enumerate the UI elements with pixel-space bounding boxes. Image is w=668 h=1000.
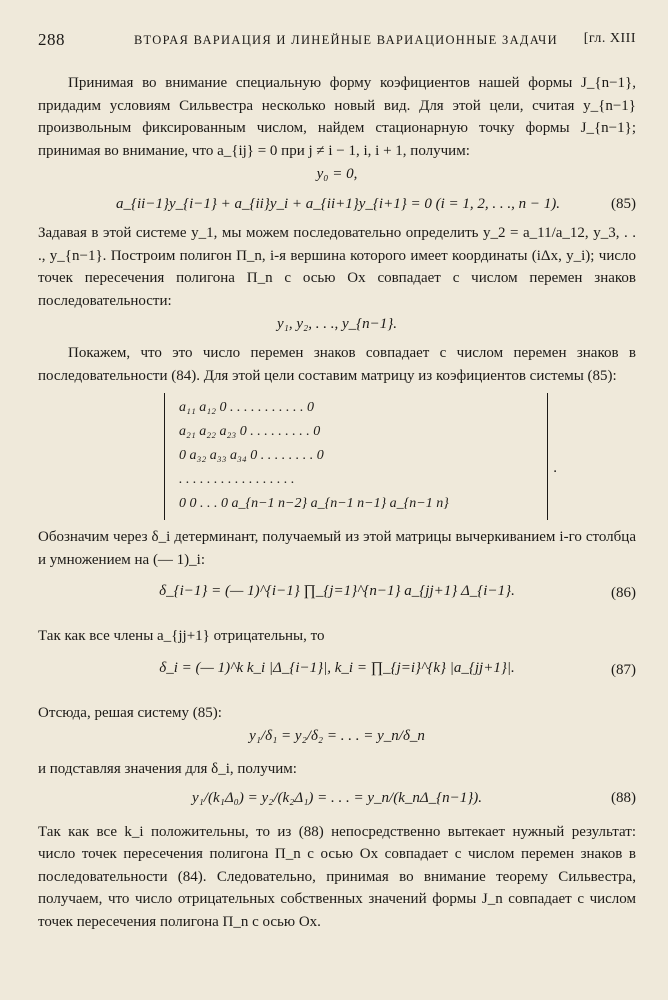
matrix-row: 0 a₃₂ a₃₃ a₃₄ 0 . . . . . . . . 0 [179, 448, 324, 463]
paragraph-1: Принимая во внимание специальную форму коэфициентов нашей формы J_{n−1}, придадим условиям Сильвестра несколько новый вид. Для этой цели, считая y_{n−1} произвольным фиксированным числом, найдем стационарную точку формы J_{n−1}; принимая во внимание, что a_{ij} = 0 при j ≠ i − 1, i, i + 1, получим: [38, 75, 636, 159]
equation-88 [38, 781, 636, 821]
equation-87 [38, 648, 636, 702]
matrix-row: 0 0 . . . 0 a_{n−1 n−2} a_{n−1 n−1} a_{n−1 n} [179, 496, 449, 511]
matrix-row: . . . . . . . . . . . . . . . . . [179, 472, 295, 487]
equation-88-text: y₁/(k₁Δ₀) = y₂/(k₂Δ₁) = . . . = y_n/(k_nΔ_{n−1}). [191, 789, 483, 806]
paragraph-3: Покажем, что это число перемен знаков совпадает с числом перемен знаков в последовательности (84). Для этой цели составим матрицу из коэфициентов системы (85): [38, 345, 636, 384]
paragraph-5: Так как все члены a_{jj+1} отрицательны, то [38, 628, 325, 644]
chapter-label: [гл. XIII [583, 31, 636, 46]
equation-sequence [38, 312, 636, 342]
equation-85 [38, 192, 636, 222]
equation-86 [38, 571, 636, 625]
equation-86-text: δ_{i−1} = (— 1)^{i−1} ∏_{j=1}^{n−1} a_{jj+1} Δ_{i−1}. [159, 583, 515, 599]
matrix-row: a₁₁ a₁₂ 0 . . . . . . . . . . . 0 [179, 400, 314, 415]
paragraph-8: Так как все k_i положительны, то из (88) непосредственно вытекает нужный результат: число точек пересечения полигона П_n с осью Ox совпадает с числом перемен знаков в последовательности (84). Следовательно, принимая во внимание теорему Сильвестра, получаем, что число отрицательных собственных значений формы J_n совпадает с числом точек пересечения полигона П_n с осью Ox. [38, 823, 636, 930]
equation-y0-text: y₀ = 0, [316, 166, 358, 182]
equation-85-text: a_{ii−1}y_{i−1} + a_{ii}y_i + a_{ii+1}y_{i+1} = 0 (i = 1, 2, . . ., n − 1). [116, 196, 560, 212]
coefficient-matrix [164, 393, 557, 520]
equation-85-number: (85) [611, 196, 636, 212]
paragraph-7: и подставляя значения для δ_i, получим: [38, 761, 297, 777]
equation-sequence-text: y₁, y₂, . . ., y_{n−1}. [276, 316, 398, 332]
page-number: 288 [38, 30, 65, 49]
equation-ratio-text: y₁/δ₁ = y₂/δ₂ = . . . = y_n/δ_n [249, 728, 425, 744]
paragraph-6: Отсюда, решая систему (85): [38, 704, 222, 721]
equation-88-number: (88) [611, 789, 636, 806]
equation-y0 [38, 162, 636, 192]
paragraph-4: Обозначим через δ_i детерминант, получаемый из этой матрицы вычеркиванием i-го столбца и умножением на (— 1)_i: [38, 529, 636, 568]
equation-86-number: (86) [611, 585, 636, 601]
page-header [38, 30, 636, 56]
matrix-row: a₂₁ a₂₂ a₂₃ 0 . . . . . . . . . 0 [179, 424, 321, 439]
paragraph-2: Задавая в этой системе y_1, мы можем последовательно определить y_2 = a_11/a_12, y_3, . . ., y_{n−1}. Построим полигон П_n, i-я вершина которого имеет координаты (iΔx, y_i); число точек пересечения полигона П_n с осью Ox совпадает с числом перемен знаков последовательности: [38, 225, 636, 309]
equation-87-number: (87) [611, 661, 636, 678]
equation-87-text: δ_i = (— 1)^k k_i |Δ_{i−1}|, k_i = ∏_{j=i}^{k} |a_{jj+1}|. [159, 659, 515, 676]
running-title: ВТОРАЯ ВАРИАЦИЯ И ЛИНЕЙНЫЕ ВАРИАЦИОННЫЕ ЗАДАЧИ [134, 33, 558, 47]
matrix-period: . [553, 460, 557, 476]
equation-ratio [38, 724, 636, 758]
